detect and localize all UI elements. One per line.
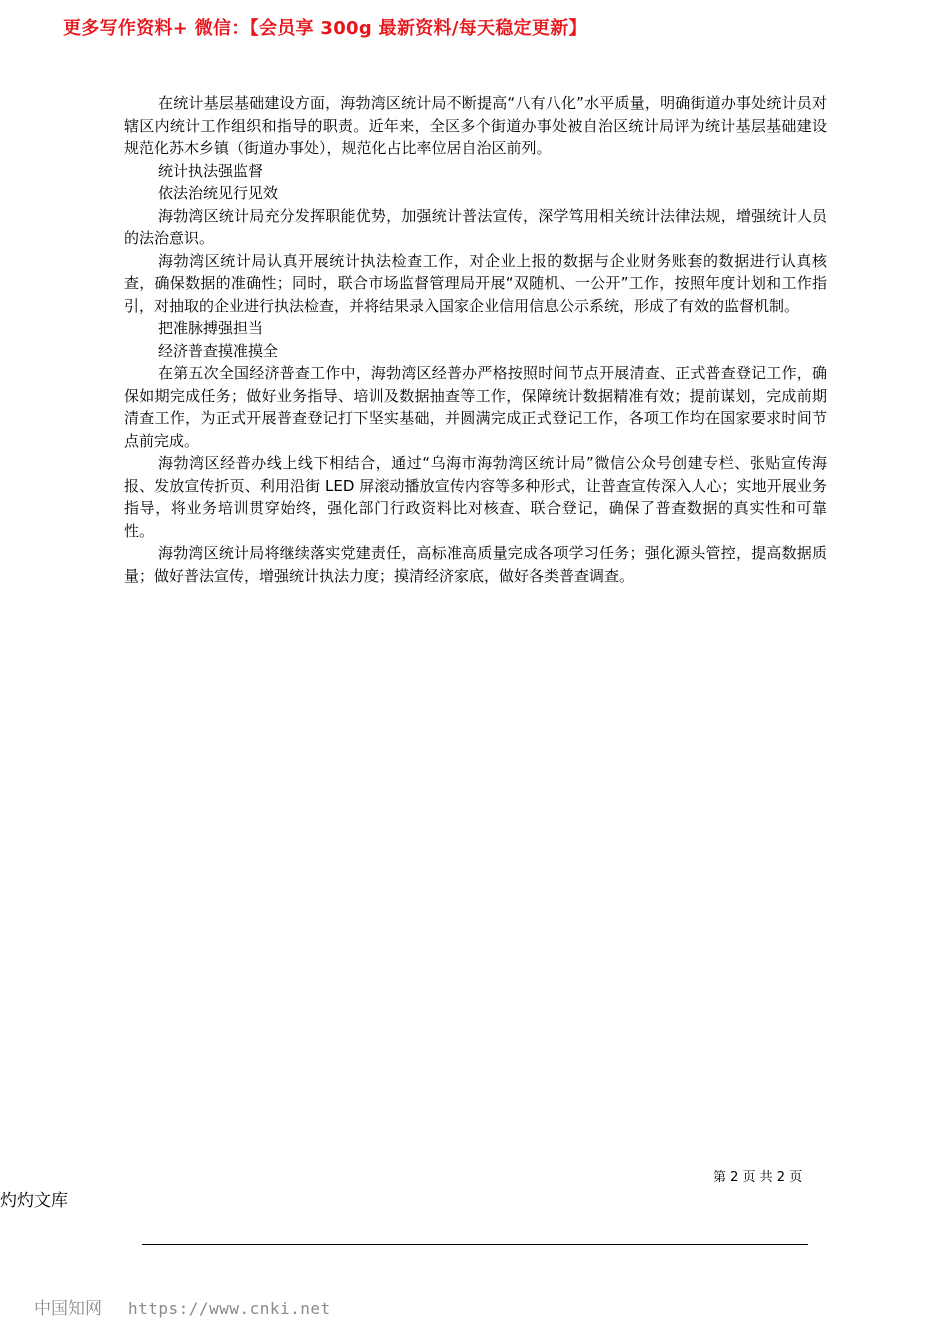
paragraph: 海勃湾区经普办线上线下相结合，通过“乌海市海勃湾区统计局”微信公众号创建专栏、张贴宣传海报、发放宣传折页、利用沿街 LED 屏滚动播放宣传内容等多种形式，让普查宣传深入人心；实地开展业务指导，将业务培训贯穿始终，强化部门行政资料比对核查、联合登记，确保了普查数据的真实性和可靠性。 — [124, 454, 827, 540]
footer-divider — [142, 1244, 808, 1245]
paragraph: 在第五次全国经济普查工作中，海勃湾区经普办严格按照时间节点开展清查、正式普查登记工作，确保如期完成任务；做好业务指导、培训及数据抽查等工作，保障统计数据精准有效；提前谋划，完成前期清查工作，为正式开展普查登记打下坚实基础，并圆满完成正式登记工作，各项工作均在国家要求时间节点前完成。 — [124, 364, 827, 450]
article-body — [124, 92, 827, 587]
paragraph: 海勃湾区统计局将继续落实党建责任，高标准高质量完成各项学习任务；强化源头管控，提高数据质量；做好普法宣传，增强统计执法力度；摸清经济家底，做好各类普查调查。 — [124, 544, 827, 585]
page-number: 第 2 页 共 2 页 — [713, 1170, 803, 1185]
paragraph: 海勃湾区统计局认真开展统计执法检查工作，对企业上报的数据与企业财务账套的数据进行认真核查，确保数据的准确性；同时，联合市场监督管理局开展“双随机、一公开”工作，按照年度计划和工作指引，对抽取的企业进行执法检查，并将结果录入国家企业信用信息公示系统，形成了有效的监督机制。 — [124, 251, 827, 315]
sub-heading: 依法治统见行见效 — [158, 184, 279, 202]
section-heading: 把准脉搏强担当 — [158, 319, 264, 337]
cnki-url[interactable]: https://www.cnki.net — [128, 1299, 331, 1318]
cnki-name: 中国知网 — [34, 1299, 102, 1319]
promo-banner: 更多写作资料+ 微信：【会员享 300g 最新资料/每天稳定更新】 — [63, 18, 587, 39]
paragraph: 海勃湾区统计局充分发挥职能优势，加强统计普法宣传，深学笃用相关统计法律法规，增强统计人员的法治意识。 — [124, 206, 827, 247]
sub-heading: 经济普查摸准摸全 — [158, 341, 279, 360]
watermark-text: 灼灼文库 — [0, 1191, 68, 1211]
section-heading: 统计执法强监督 — [158, 161, 264, 180]
paragraph: 在统计基层基础建设方面，海勃湾区统计局不断提高“八有八化”水平质量，明确街道办事处统计员对辖区内统计工作组织和指导的职责。近年来，全区多个街道办事处被自治区统计局评为统计基层基础建设规范化苏木乡镇（街道办事处），规范化占比率位居自治区前列。 — [124, 94, 827, 157]
cnki-footer — [34, 1294, 331, 1319]
